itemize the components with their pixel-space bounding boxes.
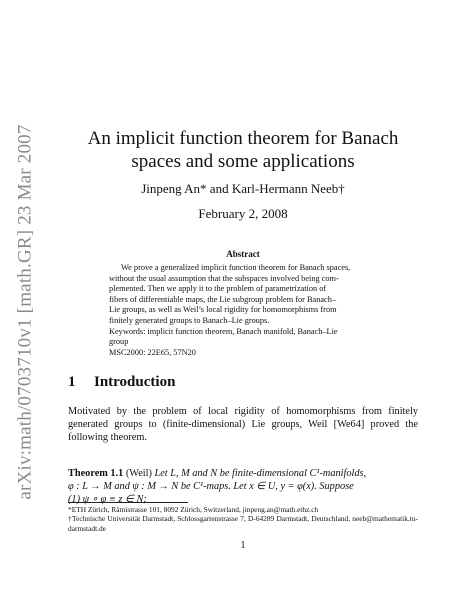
section-number: 1: [68, 374, 76, 390]
theorem-line-3: (1) ψ ∘ φ ≡ z ∈ N;: [68, 494, 147, 505]
abstract-line: Lie groups, as well as Weil’s local rigidity for homomorphisms from: [109, 305, 337, 315]
keywords-line: group: [109, 337, 129, 347]
title-line-2: spaces and some applications: [131, 151, 355, 172]
theorem-label: Theorem 1.1: [68, 468, 124, 479]
page-number: 1: [240, 540, 246, 551]
paper-page: [64, 0, 422, 613]
arxiv-stamp-text: arXiv:math/0703710v1 [math.GR] 23 Mar 2007: [15, 124, 36, 500]
footnotes: [68, 505, 418, 533]
theorem-block: [68, 467, 418, 506]
abstract-line: plemented. Then we apply it to the problem of parametrization of: [109, 284, 327, 294]
abstract-heading: Abstract: [226, 249, 260, 259]
arxiv-stamp: [8, 102, 44, 522]
abstract-paragraph: [109, 263, 379, 327]
abstract-keywords: [109, 327, 379, 348]
section-title: Introduction: [94, 374, 176, 390]
abstract-body: [109, 263, 379, 358]
theorem-attribution: (Weil): [125, 468, 152, 479]
section-heading: [68, 374, 175, 391]
msc-line: MSC2000: 22E65, 57N20: [109, 347, 196, 357]
footnote-first: *ETH Zürich, Rämistrasse 101, 8092 Zürich, Switzerland, jinpeng.an@math.ethz.ch: [68, 505, 319, 514]
theorem-line-1: Let L, M and N be finite-dimensional C¹-manifolds,: [154, 468, 367, 479]
abstract-line: finitely generated groups to Banach–Lie groups.: [109, 315, 270, 325]
abstract-line: fibers of differentiable maps, the Lie subgroup problem for Banach–: [109, 294, 337, 304]
abstract-msc: [109, 348, 379, 359]
abstract-line: We prove a generalized implicit function theorem for Banach spaces,: [121, 263, 351, 272]
footnote-second: †Technische Universität Darmstadt, Schlossgartenstrasse 7, D-64289 Darmstadt, Deutschland, neeb@mathematik.tu-darmstadt.de: [68, 514, 418, 533]
title-line-1: An implicit function theorem for Banach: [87, 128, 399, 149]
footnote-rule: [68, 502, 188, 503]
paper-date: February 2, 2008: [198, 206, 288, 221]
keywords-line: Keywords: implicit function theorem, Banach manifold, Banach–Lie: [109, 326, 338, 336]
paper-title: [64, 127, 422, 173]
intro-paragraph: Motivated by the problem of local rigidity of homomorphisms from finitely generated groups to (finite-dimensional) Lie groups, Weil [We64] proved the following theorem.: [68, 406, 418, 443]
abstract-line: without the usual assumption that the subspaces involved being com-: [109, 273, 339, 283]
theorem-line-2: φ : L → M and ψ : M → N be C¹-maps. Let x ∈ U, y = φ(x). Suppose: [68, 481, 354, 492]
authors: Jinpeng An* and Karl-Hermann Neeb†: [141, 181, 345, 196]
